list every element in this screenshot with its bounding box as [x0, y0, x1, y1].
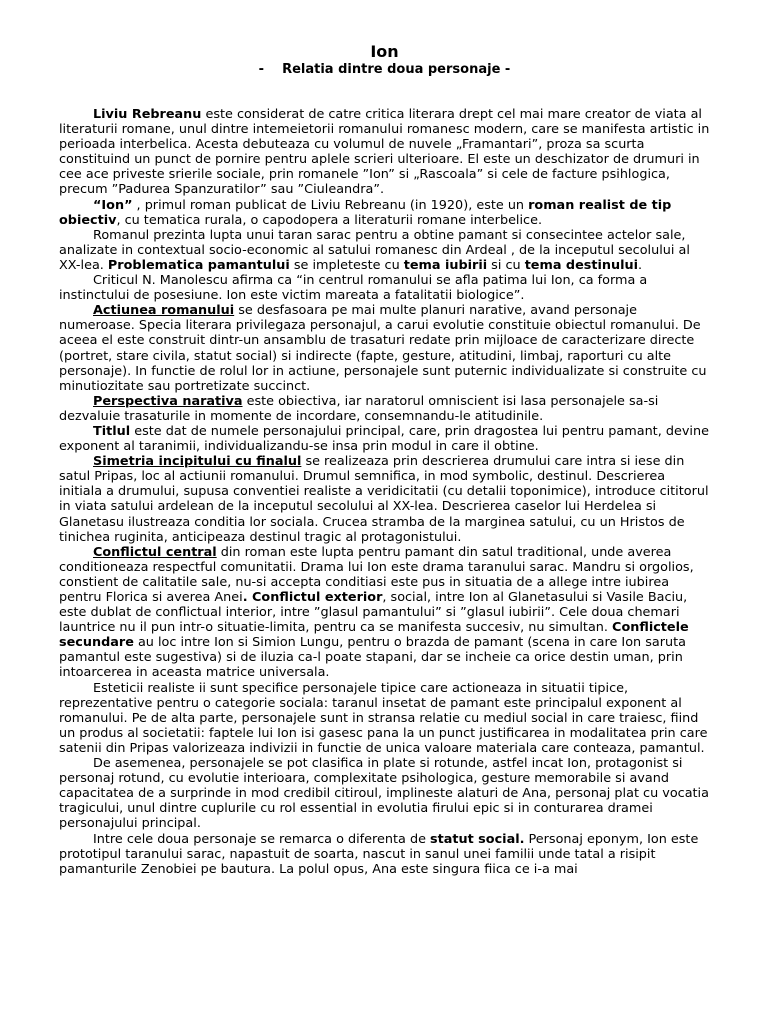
- paragraph-10: [59, 681, 710, 756]
- paragraph-8: [59, 454, 710, 545]
- paragraph-4: [59, 273, 710, 303]
- body-text: , primul roman publicat de Liviu Rebreanu (in 1920), este un: [132, 197, 529, 213]
- body-text: Intre cele doua personaje se remarca o diferenta de: [93, 831, 431, 847]
- paragraph-12: [59, 832, 710, 877]
- body-text: este considerat de catre critica literara drept cel mai mare creator de viata al literaturii romane, unul dintre intemeietorii romanului romanesc modern, care se manifesta artistic in perioada interbelica. Acesta debuteaza cu volumul de nuvele „Framantari”, proza sa scurta constituind un punct de pornire pentru aplele scrieri ulterioare. El este un deschizator de drumuri in cee ace priveste srierile sociale, prin romanele ”Ion” si „Rascoala” si cele de facture psihlogica, precum ”Padurea Spanzuratilor” sau ”Ciuleandra”.: [59, 107, 710, 198]
- emphasis-text: “Ion”: [93, 197, 133, 213]
- body-text: Criticul N. Manolescu afirma ca “in centrul romanului se afla patima lui Ion, ca forma a instinctului de posesiune. Ion este victim mareata a fatalitatii biologice”.: [59, 273, 648, 304]
- emphasis-text: Perspectiva narativa: [93, 393, 243, 409]
- subtitle-text: Relatia dintre doua personaje -: [282, 62, 511, 77]
- body-text: Personaj eponym, Ion este prototipul taranului sarac, napastuit de soarta, nascut in sanul unei familii unde tatal a risipit pamanturile Zenobiei pe bautura. La polul opus, Ana este singura fiica ce i-a mai: [59, 831, 699, 877]
- emphasis-text: . Conflictul exterior: [242, 590, 383, 605]
- emphasis-text: Conflictul central: [93, 544, 217, 560]
- body-text: este obiectiva, iar naratorul omniscient isi lasa personajele sa-si dezvaluie trasaturile in momente de incordare, consemnandu-le atitudinile.: [59, 393, 659, 424]
- emphasis-text: tema destinului: [524, 257, 638, 273]
- body-text: din roman este lupta pentru pamant din satul traditional, unde averea conditioneaza respectful comunitatii. Drama lui Ion este drama taranului sarac. Mandru si orgolios, constient de calitatile sale, nu-si accepta conditiasi este pus in situatia de a allege intre iubirea pentru Florica si averea Anei: [59, 544, 694, 605]
- subtitle-dash: -: [258, 62, 265, 77]
- paragraph-5: [59, 303, 710, 394]
- paragraph-7: [59, 424, 710, 454]
- document-subtitle: [59, 62, 710, 78]
- emphasis-text: statut social.: [430, 831, 525, 847]
- body-text: se impleteste cu: [289, 257, 404, 273]
- paragraph-1: [59, 107, 710, 198]
- emphasis-text: roman realist de tip obiectiv: [59, 197, 672, 228]
- emphasis-text: Actiunea romanului: [93, 303, 235, 319]
- emphasis-text: Liviu Rebreanu: [93, 107, 202, 122]
- emphasis-text: tema iubirii: [403, 257, 488, 273]
- paragraph-11: [59, 756, 710, 831]
- body-text: Romanul prezinta lupta unui taran sarac pentru a obtine pamant si consecintee actelor sale, analizate in contextual socio-economic al satului romanesc din Ardeal , de la inceputul secolului al XX-lea.: [59, 227, 690, 273]
- paragraph-2: [59, 198, 710, 228]
- body-text: si cu: [487, 257, 525, 273]
- emphasis-text: Problematica pamantului: [107, 257, 290, 273]
- body-text: se realizeaza prin descrierea drumului care intra si iese din satul Pripas, loc al actiunii romanului. Drumul semnifica, in mod symbolic, destinul. Descrierea initiala a drumului, supusa conventiei realiste a veridicitatii (cu detalii toponimice), introduce cititorul in viata satului ardelean de la inceputul secolului al XX-lea. Descrierea caselor lui Herdelea si Glanetasu ilustreaza conditia lor sociala. Crucea stramba de la marginea satului, cu un Hristos de tinichea ruginita, anticipeaza destinul tragic al protagonistului.: [59, 454, 709, 545]
- emphasis-text: Titlul: [93, 423, 131, 439]
- emphasis-text: Conflictele secundare: [59, 620, 689, 651]
- body-text: este dat de numele personajului principal, care, prin dragostea lui pentru pamant, devine exponent al taranimii, individualizandu-se insa prin modul in care il obtine.: [59, 423, 709, 455]
- body-text: se desfasoara pe mai multe planuri narative, avand personaje numeroase. Specia literara privilegaza personajul, a carui evolutie constituie obiectul romanului. De aceea el este construit dintr-un ansamblu de trasaturi redate prin mijloace de caracterizare directe (portret, stare civila, statut social) si indirecte (fapte, gesture, atitudini, limbaj, raporturi cu alte personaje). In functie de rolul lor in actiune, personajele sunt puternic individualizate si construite cu minutiozitate sau portretizate succinct.: [59, 303, 707, 394]
- paragraph-3: [59, 228, 710, 273]
- document-body: [59, 107, 710, 877]
- body-text: au loc intre Ion si Simion Lungu, pentru o brazda de pamant (scena in care Ion saruta pamantul este sugestiva) si de iluzia ca-l poate stapani, dar se incheie ca orice destin uman, prin intoarcerea in aceasta matrice universala.: [59, 635, 686, 681]
- paragraph-6: [59, 394, 710, 424]
- paragraph-9: [59, 545, 710, 681]
- emphasis-text: Simetria incipitului cu finalul: [93, 454, 302, 470]
- document-title: Ion: [370, 42, 399, 61]
- body-text: , cu tematica rurala, o capodopera a literaturii romane interbelice.: [116, 212, 543, 228]
- body-text: Esteticii realiste ii sunt specifice personajele tipice care actioneaza in situatii tipice, reprezentative pentru o categorie sociala: taranul insetat de pamant este principalul exponent al romanului. Pe de alta parte, personajele sunt in stransa relatie cu mediul social in care traiesc, fiind un produs al societatii: faptele lui Ion isi gasesc pana la un punct justificarea in modalitatea prin care satenii din Pripas valorizeaza indivizii in functie de unica valoare materiala care conteaza, pamantul.: [59, 680, 708, 756]
- body-text: .: [637, 257, 643, 273]
- body-text: , social, intre Ion al Glanetasului si Vasile Baciu, este dublat de conflictual interior, intre ”glasul pamantului” si ”glasul iubirii”. Cele doua chemari launtrice nu il pun intr-o situatie-limita, pentru ca se manifesta succesiv, nu simultan.: [59, 590, 688, 636]
- body-text: De asemenea, personajele se pot clasifica in plate si rotunde, astfel incat Ion, protagonist si personaj rotund, cu evolutie interioara, complexitate psihologica, gesture memorabile si avand capacitatea de a surprinde in mod credibil citiroul, implineste alaturi de Ana, personaj plat cu vocatia tragicului, unul dintre cuplurile cu rol essential in evolutia firului epic si in conturarea dramei personajului principal.: [59, 756, 709, 832]
